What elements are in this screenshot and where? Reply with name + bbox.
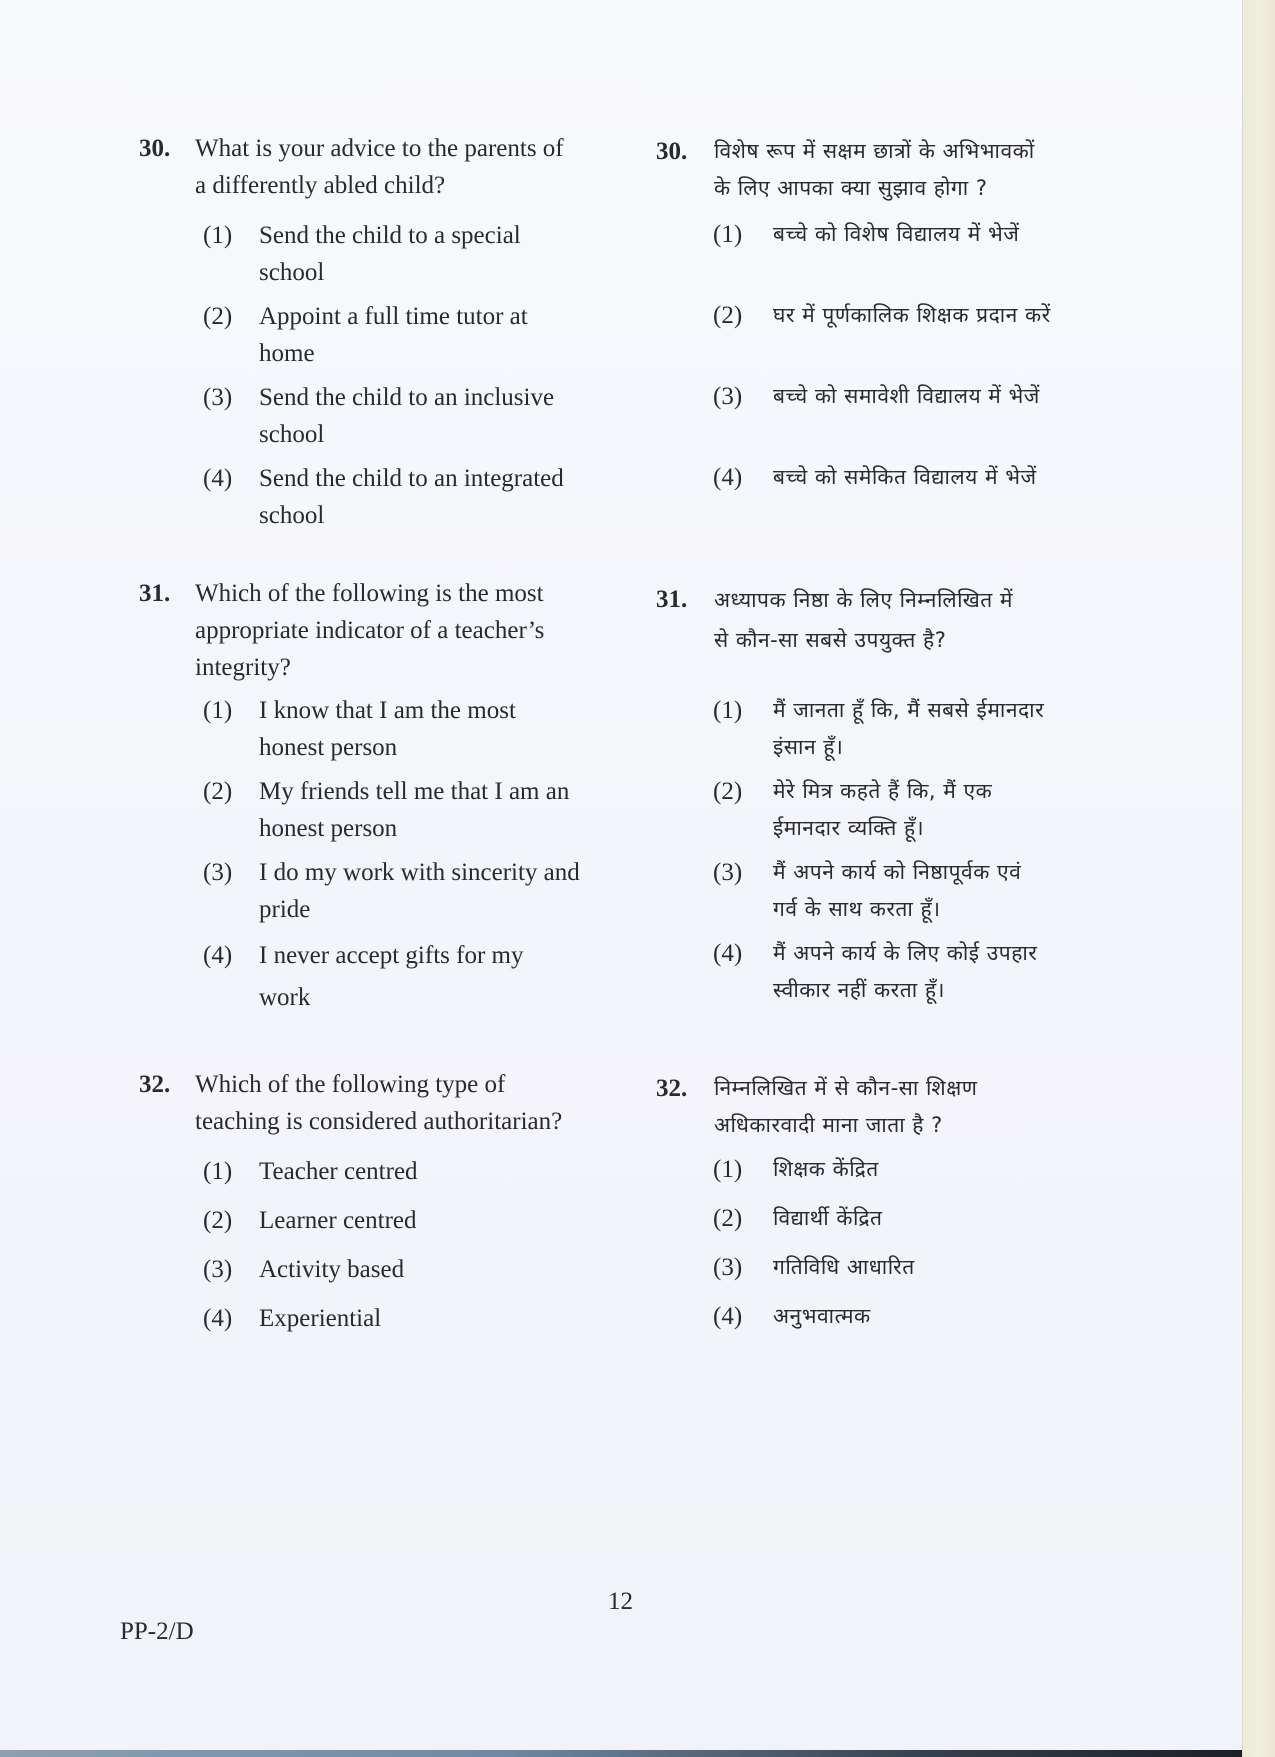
question-stem: निम्नलिखित में से कौन-सा शिक्षण अधिकारवादी माना जाता है ? [714,1076,978,1137]
question-30-en [139,130,619,204]
question-30-hi [656,133,1136,207]
question-number: 31. [139,580,171,607]
question-number: 30. [656,138,688,165]
question-number: 32. [139,1071,171,1098]
page-edge-bottom [0,1750,1242,1757]
question-stem: विशेष रूप में सक्षम छात्रों के अभिभावकों के लिए आपका क्या सुझाव होगा ? [714,139,1035,200]
question-stem: What is your advice to the parents of a differently abled child? [195,135,564,199]
question-stem: अध्यापक निष्ठा के लिए निम्नलिखित में से कौन-सा सबसे उपयुक्त है? [714,588,1013,652]
question-number: 30. [139,135,171,162]
page-edge-right [1242,0,1275,1757]
exam-page: 30. What is your advice to the parents of a differently abled child? (1) Send the child to a special school (2) Appoint a full time tutor at home (3) Send the child to an inclusive school (4) Send the child to an integrated school 31. Which of the following is the most appropriate indicator of a teacher’s integrity? (1) I know that I am the most honest person (2) My friends tell me that I am an honest person (3) I do my work with sincerity and pride (4) I never accept gifts for my work 32. Which of the following type of teaching is considered authoritarian? (1) Teacher centred (2) Learner centred (3) Activity based (4) Experiential 30. विशेष रूप में सक्षम छात्रों के अभिभावकों के लिए आपका क्या सुझाव होगा ? (1) बच्चे को विशेष विद्यालय में भेजें (2) घर में पूर्णकालिक शिक्षक प्रदान करें (3) बच्चे को समावेशी विद्यालय में भेजें (4) बच्चे को समेकित विद्यालय में भेजें 31. अध्यापक निष्ठा के लिए निम्नलिखित में से कौन-सा सबसे उपयुक्त है? (1) मैं जानता हूँ कि, मैं सबसे ईमानदार इंसान हूँ। (2) मेरे मित्र कहते हैं कि, मैं एक ईमानदार व्यक्ति हूँ। (3) मैं अपने कार्य को निष्ठापूर्वक एवं गर्व के साथ करता हूँ। (4) मैं अपने कार्य के लिए कोई उपहार स्वीकार नहीं करता हूँ। 32. निम्नलिखित में से कौन-सा शिक्षण अधिकारवादी माना जाता है ? (1) शिक्षक केंद्रित (2) विद्यार्थी केंद्रित (3) गतिविधि आधारित (4) अनुभवात्मक 12 PP-2/D [0,0,1242,1750]
question-31-en [139,575,619,686]
question-stem: Which of the following is the most appropriate indicator of a teacher’s integrity? [195,580,545,681]
question-31-hi [656,580,1136,660]
paper-code: PP-2/D [120,1618,194,1645]
page-number: 12 [608,1588,633,1615]
question-32-hi [656,1070,1136,1144]
question-32-en [139,1066,659,1140]
question-number: 31. [656,586,688,613]
question-stem: Which of the following type of teaching is considered authoritarian? [195,1071,563,1135]
question-number: 32. [656,1075,688,1102]
